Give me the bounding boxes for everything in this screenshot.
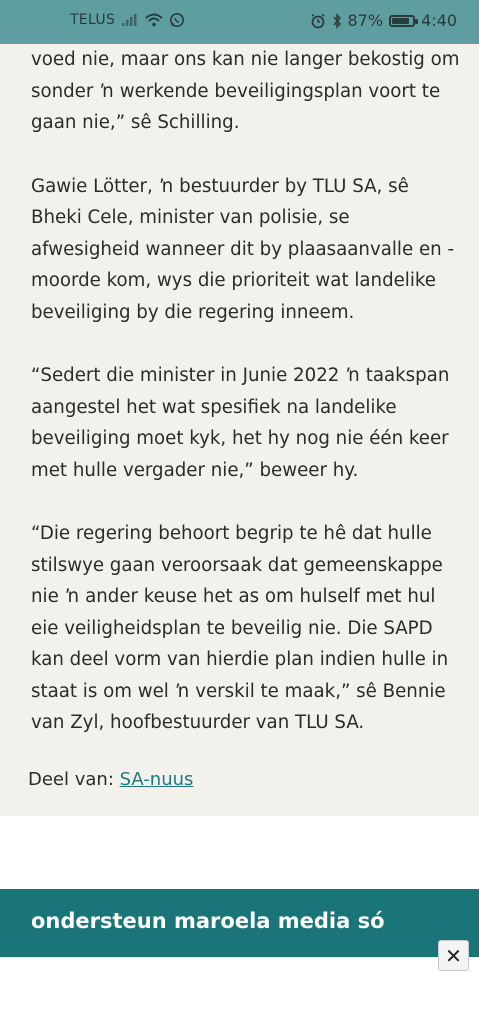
alarm-icon <box>310 13 326 29</box>
wifi-icon <box>145 13 163 27</box>
battery-percent: 87% <box>347 11 384 30</box>
share-prefix: Deel van: <box>28 769 120 790</box>
article-paragraph: “Sedert die minister in Junie 2022 ŉ taakspan aangestel het wat spesifiek na landelike beveiliging moet kyk, het hy nog nie één keer met hulle vergader nie,” beweer hy. <box>31 365 450 481</box>
status-bar <box>0 0 479 44</box>
whatsapp-icon <box>169 12 185 28</box>
signal-icon <box>121 13 139 27</box>
close-button[interactable] <box>438 940 469 971</box>
share-line <box>28 769 193 790</box>
article-paragraphs <box>31 44 461 771</box>
carrier-name: TELUS <box>70 12 116 28</box>
battery-icon <box>389 15 415 27</box>
close-icon: ✕ <box>445 943 462 968</box>
banner-title: ondersteun maroela media só <box>31 909 385 933</box>
article-paragraph: voed nie, maar ons kan nie langer bekostig om sonder ŉ werkende beveiligingsplan voort te gaan nie,” sê Schilling. <box>31 49 460 133</box>
bluetooth-icon <box>332 13 342 29</box>
article-paragraph: “Die regering behoort begrip te hê dat hulle stilswye gaan veroorsaak dat gemeenskappe nie ŉ ander keuse het as om hulself met hul eie veiligheidsplan te beveilig nie. Die SAPD kan deel vorm van hierdie plan indien hulle in staat is om wel ŉ verskil te maak,” sê Bennie van Zyl, hoofbestuurder van TLU SA. <box>31 523 449 733</box>
article-paragraph: Gawie Lötter, ŉ bestuurder by TLU SA, sê Bheki Cele, minister van polisie, se afwesigheid wanneer dit by plaasaanvalle en -moorde kom, wys die prioriteit wat landelike beveiliging by die regering inneem. <box>31 175 455 323</box>
category-link[interactable]: SA-nuus <box>119 769 194 790</box>
support-banner[interactable] <box>0 889 479 957</box>
status-left <box>70 12 185 28</box>
article-body <box>0 44 479 816</box>
status-right <box>310 11 458 30</box>
clock: 4:40 <box>421 11 457 30</box>
